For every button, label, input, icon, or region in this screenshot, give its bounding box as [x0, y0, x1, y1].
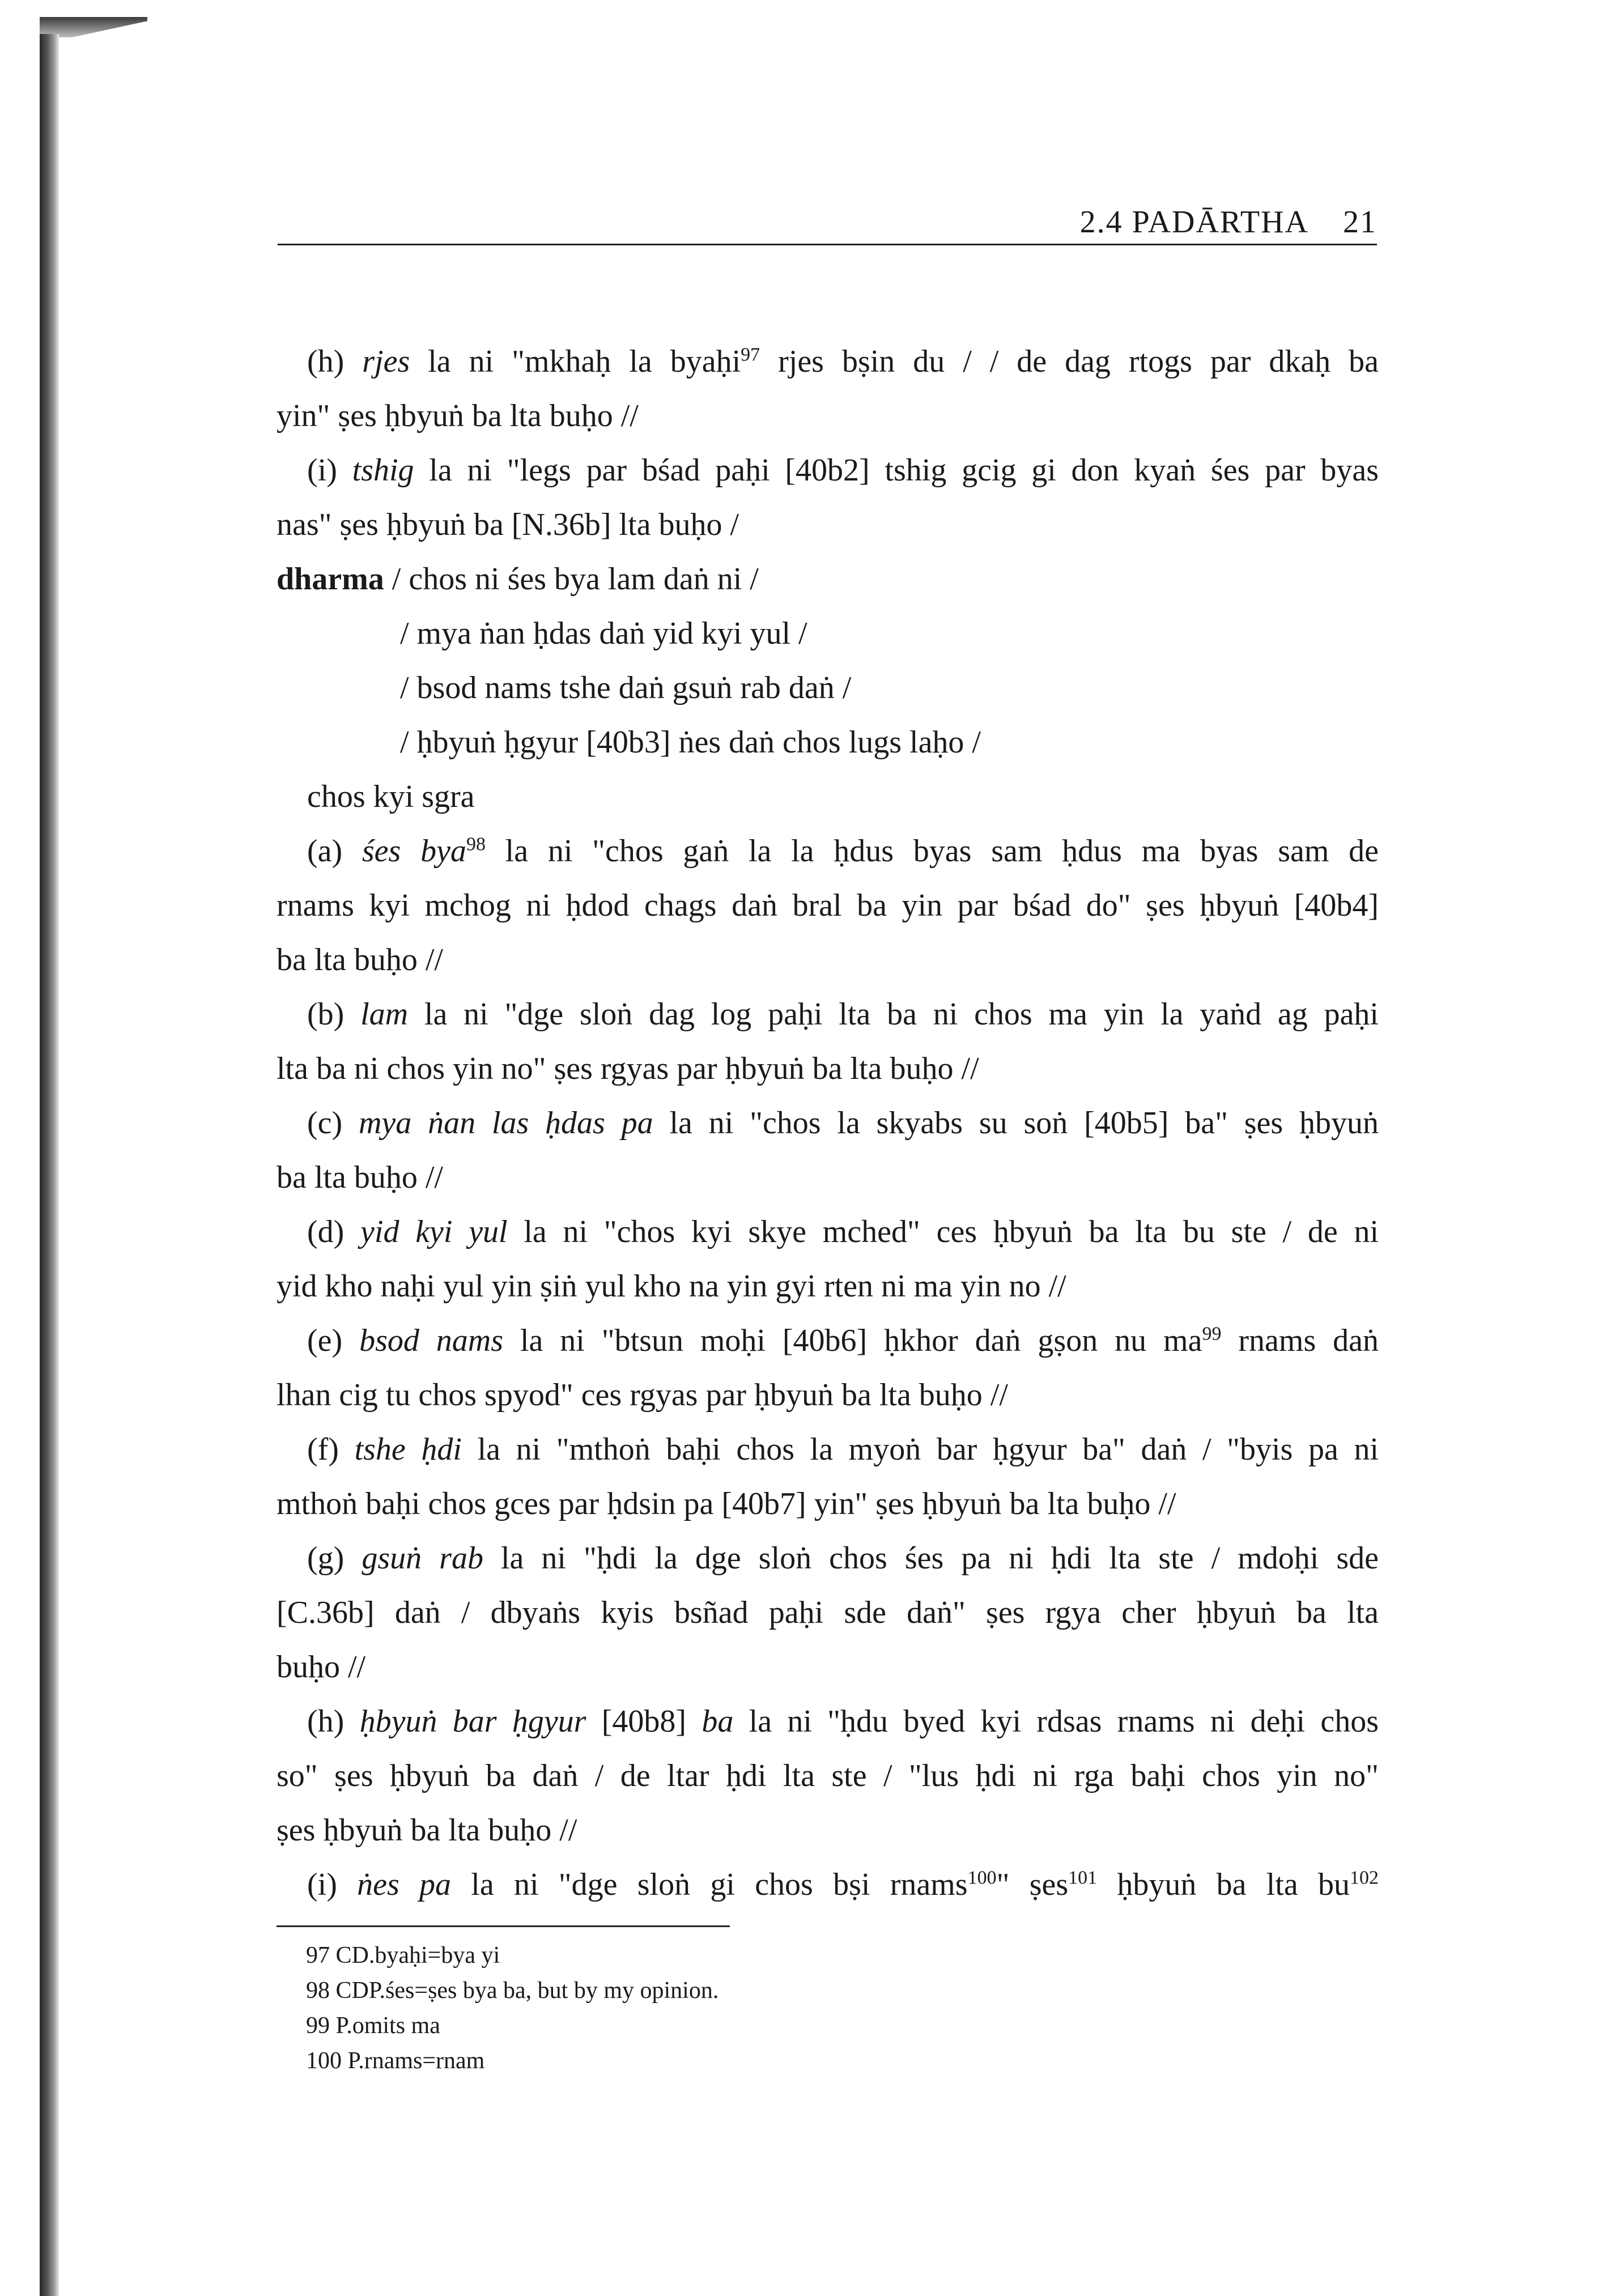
- text-segment: rnams daṅ: [1221, 1323, 1379, 1358]
- italic-term: bsod nams: [359, 1323, 504, 1358]
- footnote-marker: 100: [967, 1867, 997, 1889]
- footnote-marker: 101: [1068, 1867, 1098, 1889]
- footnote: 100 P.rnams=rnam: [306, 2048, 485, 2074]
- bold-heading: dharma: [277, 562, 384, 597]
- text-line: [277, 498, 1379, 552]
- text-segment: mthoṅ baḥi chos gces par ḥdsin pa [40b7] yin" ṣes ḥbyuṅ ba lta buḥo //: [277, 1486, 1176, 1521]
- text-line: [277, 1749, 1379, 1803]
- text-line: [277, 1694, 1379, 1749]
- text-line: [277, 1803, 1379, 1857]
- footnote-marker: 99: [1202, 1323, 1222, 1345]
- text-line: [277, 1857, 1379, 1912]
- text-segment: (c): [307, 1106, 359, 1141]
- text-line: [277, 334, 1379, 389]
- text-segment: so" ṣes ḥbyuṅ ba daṅ / de ltar ḥdi lta ste / "lus ḥdi ni rga baḥi chos yin no": [277, 1758, 1379, 1793]
- italic-term: rjes: [362, 344, 410, 379]
- italic-term: ḥbyuṅ bar ḥgyur: [359, 1704, 586, 1739]
- text-line: [277, 1150, 1379, 1205]
- text-line: [277, 769, 1379, 824]
- text-segment: (f): [307, 1432, 355, 1467]
- text-segment: / bsod nams tshe daṅ gsuṅ rab daṅ /: [400, 670, 852, 705]
- text-segment: (h): [307, 1704, 360, 1739]
- text-line: [277, 1096, 1379, 1150]
- text-line: [277, 1313, 1379, 1368]
- text-segment: [40b8]: [586, 1704, 702, 1739]
- text-line: [277, 1259, 1379, 1313]
- italic-term: tshe ḥdi: [354, 1432, 462, 1467]
- italic-term: yid kyi yul: [360, 1214, 508, 1249]
- italic-term: ba: [702, 1704, 734, 1739]
- text-segment: chos kyi sgra: [307, 779, 475, 814]
- text-line: [277, 1640, 1379, 1694]
- text-line: [277, 824, 1379, 878]
- text-segment: la ni "legs par bśad paḥi [40b2] tshig gcig gi don kyaṅ śes par byas: [414, 453, 1379, 488]
- page-number: 21: [1343, 205, 1377, 240]
- text-line: [277, 987, 1379, 1041]
- text-line: [277, 1531, 1379, 1585]
- text-segment: la ni "chos gaṅ la la ḥdus byas sam ḥdus ma byas sam de: [485, 834, 1379, 869]
- text-segment: la ni "chos la skyabs su soṅ [40b5] ba" ṣes ḥbyuṅ: [653, 1106, 1379, 1141]
- text-segment: la ni "mthoṅ baḥi chos la myoṅ bar ḥgyur ba" daṅ / "byis pa ni: [461, 1432, 1379, 1467]
- text-line: [277, 1041, 1379, 1096]
- footnote: 97 CD.byaḥi=bya yi: [306, 1942, 500, 1968]
- text-segment: [C.36b] daṅ / dbyaṅs kyis bsñad paḥi sde daṅ" ṣes rgya cher ḥbyuṅ ba lta: [277, 1595, 1379, 1630]
- text-segment: / mya ṅan ḥdas daṅ yid kyi yul /: [400, 616, 807, 651]
- text-segment: / chos ni śes bya lam daṅ ni /: [384, 562, 759, 597]
- text-segment: " ṣes: [996, 1867, 1069, 1902]
- main-text: [277, 334, 1379, 1912]
- text-segment: lhan cig tu chos spyod" ces rgyas par ḥbyuṅ ba lta buḥo //: [277, 1377, 1008, 1413]
- footnote-marker: 97: [741, 344, 760, 365]
- text-line: [277, 878, 1379, 933]
- binding-shadow: [40, 34, 59, 2296]
- text-line: [277, 552, 1379, 606]
- text-segment: (e): [307, 1323, 360, 1358]
- footnote: 99 P.omits ma: [306, 2013, 440, 2039]
- footnote-rule: [277, 1925, 730, 1927]
- italic-term: lam: [360, 997, 409, 1032]
- text-line: [277, 389, 1379, 443]
- text-segment: la ni "chos kyi skye mched" ces ḥbyuṅ ba lta bu ste / de ni: [507, 1214, 1379, 1249]
- text-line: [277, 933, 1379, 987]
- text-segment: la ni "dge sloṅ gi chos bṣi rnams: [451, 1867, 968, 1902]
- italic-term: mya ṅan las ḥdas pa: [358, 1106, 653, 1141]
- text-line: [277, 1368, 1379, 1422]
- text-segment: la ni "ḥdi la dge sloṅ chos śes pa ni ḥdi lta ste / mdoḥi sde: [483, 1541, 1379, 1576]
- text-segment: la ni "mkhaḥ la byaḥi: [410, 344, 741, 379]
- text-segment: buḥo //: [277, 1649, 366, 1685]
- text-segment: ba lta buḥo //: [277, 942, 443, 977]
- text-segment: rnams kyi mchog ni ḥdod chags daṅ bral ba yin par bśad do" ṣes ḥbyuṅ [40b4]: [277, 888, 1379, 923]
- footnote: 98 CDP.śes=ṣes bya ba, but by my opinion.: [306, 1978, 719, 2004]
- text-segment: yid kho naḥi yul yin ṣiṅ yul kho na yin gyi rten ni ma yin no //: [277, 1269, 1066, 1304]
- text-segment: yin" ṣes ḥbyuṅ ba lta buḥo //: [277, 398, 639, 433]
- text-segment: la ni "btsun moḥi [40b6] ḥkhor daṅ gṣon nu ma: [503, 1323, 1202, 1358]
- text-segment: la ni "ḥdu byed kyi rdsas rnams ni deḥi chos: [733, 1704, 1379, 1739]
- italic-term: śes bya: [362, 834, 466, 869]
- text-segment: (h): [307, 344, 363, 379]
- italic-term: gsuṅ rab: [362, 1541, 483, 1576]
- text-line: [277, 606, 1379, 661]
- text-line: [277, 1422, 1379, 1477]
- text-segment: (b): [307, 997, 361, 1032]
- text-line: [277, 661, 1379, 715]
- text-segment: rjes bṣin du / / de dag rtogs par dkaḥ ba: [760, 344, 1379, 379]
- footnote-marker: 102: [1350, 1867, 1379, 1889]
- text-segment: la ni "dge sloṅ dag log paḥi lta ba ni chos ma yin la yaṅd ag paḥi: [408, 997, 1379, 1032]
- text-segment: ṣes ḥbyuṅ ba lta buḥo //: [277, 1813, 577, 1848]
- text-segment: (g): [307, 1541, 362, 1576]
- text-line: [277, 443, 1379, 498]
- text-segment: (d): [307, 1214, 361, 1249]
- running-head-text: [1080, 204, 1377, 240]
- text-line: [277, 1205, 1379, 1259]
- text-line: [277, 1477, 1379, 1531]
- text-segment: nas" ṣes ḥbyuṅ ba [N.36b] lta buḥo /: [277, 507, 739, 542]
- text-segment: (a): [307, 834, 362, 869]
- text-segment: (i): [307, 1867, 358, 1902]
- section-title: 2.4 PADĀRTHA: [1079, 205, 1309, 240]
- text-line: [277, 1585, 1379, 1640]
- footnote-marker: 98: [466, 834, 486, 855]
- text-segment: lta ba ni chos yin no" ṣes rgyas par ḥbyuṅ ba lta buḥo //: [277, 1051, 979, 1086]
- text-line: [277, 715, 1379, 769]
- text-segment: / ḥbyuṅ ḥgyur [40b3] ṅes daṅ chos lugs laḥo /: [400, 725, 981, 760]
- italic-term: ṅes pa: [357, 1867, 452, 1902]
- italic-term: tshig: [352, 453, 414, 488]
- text-segment: (i): [307, 453, 352, 488]
- text-segment: ba lta buḥo //: [277, 1160, 443, 1195]
- text-segment: ḥbyuṅ ba lta bu: [1097, 1867, 1350, 1902]
- running-head: [278, 204, 1377, 245]
- footnotes: [306, 1938, 1326, 2078]
